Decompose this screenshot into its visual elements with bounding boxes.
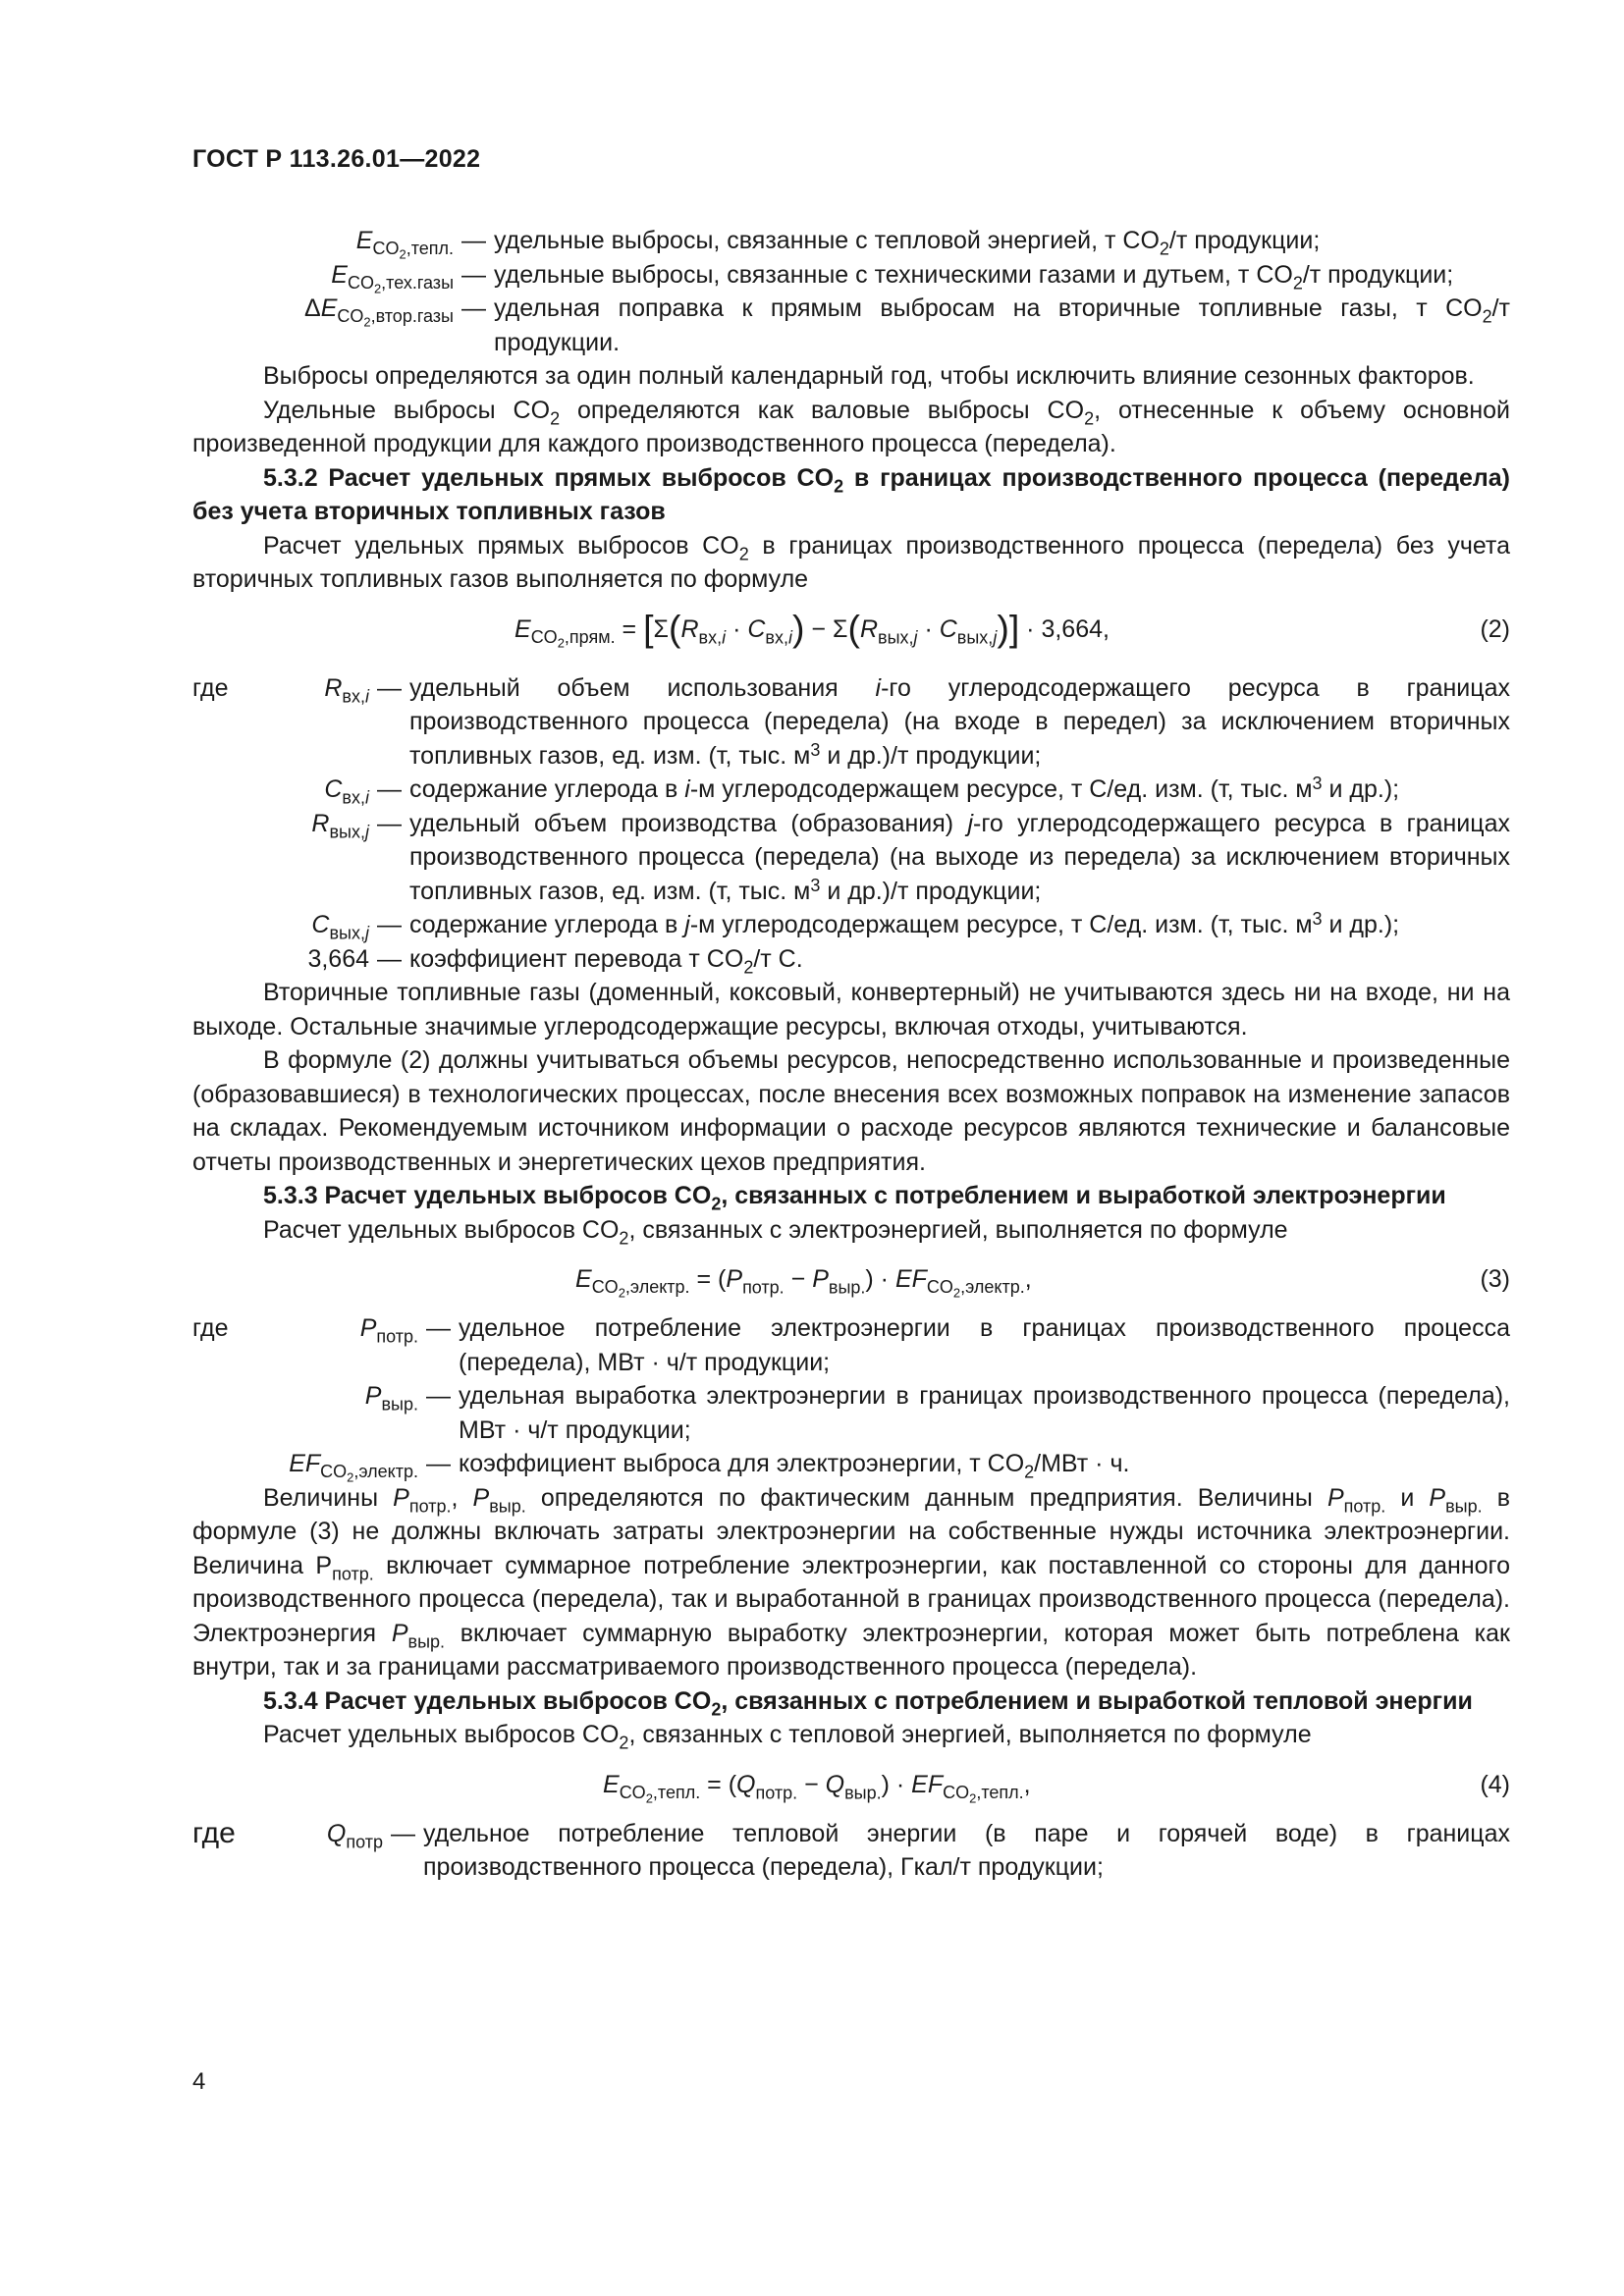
definition-description: удельное потребление электроэнергии в границах производственного процесса (передела), МВт · ч/т продукции; — [459, 1314, 1510, 1376]
definition-symbol: где $P_{потр.}$ — [192, 1311, 418, 1346]
definition-ef-electricity — [192, 1447, 1510, 1485]
definition-symbol: $R_{вх,i}$ — [324, 673, 369, 706]
definition-dash: — — [426, 1450, 451, 1477]
definition-e-co2-tech-gases — [192, 258, 1510, 296]
definition-dash: — — [377, 673, 402, 702]
definition-delta-e-secondary-gases — [192, 292, 1510, 359]
paragraph-specific-emissions: Удельные выбросы $CO_2$ определяются как валовые выбросы $CO_2$, отнесенные к объему основной произведенной продукции для каждого производственного процесса (передела). — [192, 396, 1510, 457]
page-number: 4 — [192, 2068, 206, 2095]
formula-4-row — [192, 1762, 1510, 1805]
definition-c-in — [192, 773, 1510, 807]
definition-symbol: $E_{CO_2,тех.газы}$ — [331, 260, 454, 296]
definition-symbol: $EF_{CO_2,электр.}$ — [289, 1450, 418, 1485]
definition-dash: — — [377, 809, 402, 837]
definition-description: удельный объем производства (образования) j-го углеродсодержащего ресурса в границах производственного процесса (передела) (на выходе из передела) за исключением вторичных топливных газов, ед. изм. (т, тыс. $м^3$ и др.)/т продукции; — [409, 809, 1510, 905]
definition-description: коэффициент выброса для электроэнергии, т $CO_2$/МВт · ч. — [459, 1450, 1130, 1482]
section-5-3-2-intro: Расчет удельных прямых выбросов $CO_2$ в границах производственного процесса (передела) без учета вторичных топливных газов выполняется по формуле — [192, 531, 1510, 593]
definition-dash: — — [461, 260, 486, 289]
equation-number-4: (4) — [1480, 1770, 1510, 1798]
definition-symbol: $R_{вых,j}$ — [311, 809, 369, 841]
section-heading-5-3-3: 5.3.3 Расчет удельных выбросов $CO_2$, связанных с потреблением и выработкой электроэнергии — [263, 1182, 1446, 1214]
definition-description: содержание углерода в i-м углеродсодержащем ресурсе, т С/ед. изм. (т, тыс. $м^3$ и др.); — [409, 773, 1400, 803]
definition-description: удельные выбросы, связанные с тепловой энергией, т $CO_2/т$ продукции; — [494, 227, 1321, 259]
definition-conversion-factor — [192, 942, 1510, 977]
section-heading-5-3-2: 5.3.2 Расчет удельных прямых выбросов $CO_2$ в границах производственного процесса (передела) без учета вторичных топливных газов — [192, 463, 1511, 525]
definition-dash: — — [377, 775, 402, 803]
definition-symbol: 3,664 — [307, 944, 369, 973]
definition-p-consumption — [192, 1311, 1510, 1379]
definition-c-out — [192, 908, 1510, 942]
definition-dash: — — [391, 1819, 415, 1847]
definition-description: удельное потребление тепловой энергии (в паре и горячей воде) в границах производственного процесса (передела), Гкал/т продукции; — [423, 1819, 1510, 1881]
definition-r-in — [192, 671, 1510, 774]
definition-description: коэффициент перевода т $CO_2/т$ С. — [409, 944, 803, 977]
formula-4: $E_{CO_2,тепл.} = (Q_{потр.} - Q_{выр.}) \cdot EF_{CO_2,тепл.}$, — [603, 1770, 1031, 1806]
where-label: где — [192, 1816, 236, 1849]
document-code: ГОСТ Р 113.26.01—2022 — [192, 145, 481, 173]
formula-2: $E_{CO_2,прям.} = [\Sigma(R_{вх,i} \cdot C_{вх,i}) - \Sigma(R_{вых,j} \cdot C_{вых,j})] \cdot 3,664$, — [514, 607, 1110, 651]
definition-description: удельная поправка к прямым выбросам на вторичные топливные газы, т $CO_2/т$ продукции. — [494, 294, 1510, 356]
paragraph-resources: В формуле (2) должны учитываться объемы ресурсов, непосредственно использованные и произведенные (образовавшиеся) в технологических процессах, после внесения всех возможных поправок на изменение запасов на складах. Рекомендуемым источником информации о расходе ресурсов являются технические и балансовые отчеты производственных и энергетических цехов предприятия. — [192, 1046, 1510, 1176]
equation-number-3: (3) — [1480, 1265, 1510, 1293]
where-label: где — [192, 1314, 229, 1342]
definition-symbol: $P_{выр.}$ — [364, 1382, 418, 1415]
top-definitions-list — [192, 224, 1510, 359]
equation-number-2: (2) — [1480, 614, 1510, 643]
formula-4-definitions — [192, 1817, 1510, 1885]
definition-dash: — — [461, 227, 486, 254]
paragraph-electricity-values: Величины $P_{потр.}$, $P_{выр.}$ определяются по фактическим данным предприятия. Величины $P_{потр.}$ и $P_{выр.}$ в формуле (3) не должны включать затраты электроэнергии на собственные нужды источника электроэнергии. Величина $Р_{потр.}$ включает суммарное потребление электроэнергии, как поставленной со стороны для данного производственного процесса (передела), так и выработанной в границах производственного процесса (передела). Электроэнергия $P_{выр.}$ включает суммарную выработку электроэнергии, которая может быть потреблена как внутри, так и за границами рассматриваемого производственного процесса (передела). — [192, 1483, 1511, 1681]
definition-description: удельные выбросы, связанные с техническими газами и дутьем, т $CO_2/т$ продукции; — [494, 260, 1454, 293]
definition-dash: — — [426, 1314, 451, 1342]
formula-3-row — [192, 1256, 1510, 1300]
definition-q-consumption — [192, 1817, 1510, 1885]
definition-description: удельная выработка электроэнергии в границах производственного процесса (передела), МВт · ч/т продукции; — [459, 1382, 1510, 1444]
formula-2-definitions — [192, 671, 1510, 977]
formula-3-definitions — [192, 1311, 1510, 1485]
where-label: где — [192, 673, 229, 702]
definition-symbol: $Q_{потр}$ — [326, 1819, 383, 1851]
definition-dash: — — [426, 1382, 451, 1410]
paragraph-period: Выбросы определяются за один полный календарный год, чтобы исключить влияние сезонных факторов. — [263, 362, 1475, 390]
section-5-3-3-intro: Расчет удельных выбросов $CO_2$, связанных с электроэнергией, выполняется по формуле — [263, 1215, 1288, 1248]
definition-symbol: $E_{CO_2,тепл.}$ — [355, 227, 454, 262]
section-5-3-4-intro: Расчет удельных выбросов $CO_2$, связанных с тепловой энергией, выполняется по формуле — [263, 1721, 1312, 1753]
formula-3: $E_{CO_2,электр.} = (P_{потр.} - P_{выр.}) \cdot EF_{CO_2,электр.}$, — [575, 1265, 1032, 1301]
page-content — [192, 224, 1510, 1885]
definition-description: содержание углерода в j-м углеродсодержащем ресурсе, т С/ед. изм. (т, тыс. $м^3$ и др.); — [409, 908, 1400, 938]
definition-description: удельный объем использования i-го углеродсодержащего ресурса в границах производственного процесса (передела) (на входе в передел) за исключением вторичных топливных газов, ед. изм. (т, тыс. $м^3$ и др.)/т продукции; — [409, 673, 1510, 770]
definition-r-out — [192, 807, 1510, 909]
definition-p-generation — [192, 1379, 1510, 1447]
section-heading-5-3-4: 5.3.4 Расчет удельных выбросов $CO_2$, связанных с потреблением и выработкой тепловой энергии — [263, 1686, 1473, 1719]
definition-symbol: $\Delta E_{CO_2,втор.газы}$ — [303, 294, 454, 330]
definition-e-co2-tepl — [192, 224, 1510, 262]
paragraph-secondary-gases: Вторичные топливные газы (доменный, коксовый, конвертерный) не учитываются здесь ни на входе, ни на выходе. Остальные значимые углеродсодержащие ресурсы, включая отходы, учитываются. — [192, 979, 1510, 1041]
formula-2-row — [192, 607, 1510, 660]
definition-symbol: $C_{вх,i}$ — [324, 775, 369, 808]
definition-dash: — — [377, 944, 402, 973]
definition-symbol: $C_{вых,j}$ — [311, 911, 369, 943]
definition-dash: — — [461, 294, 486, 322]
definition-dash: — — [377, 911, 402, 938]
